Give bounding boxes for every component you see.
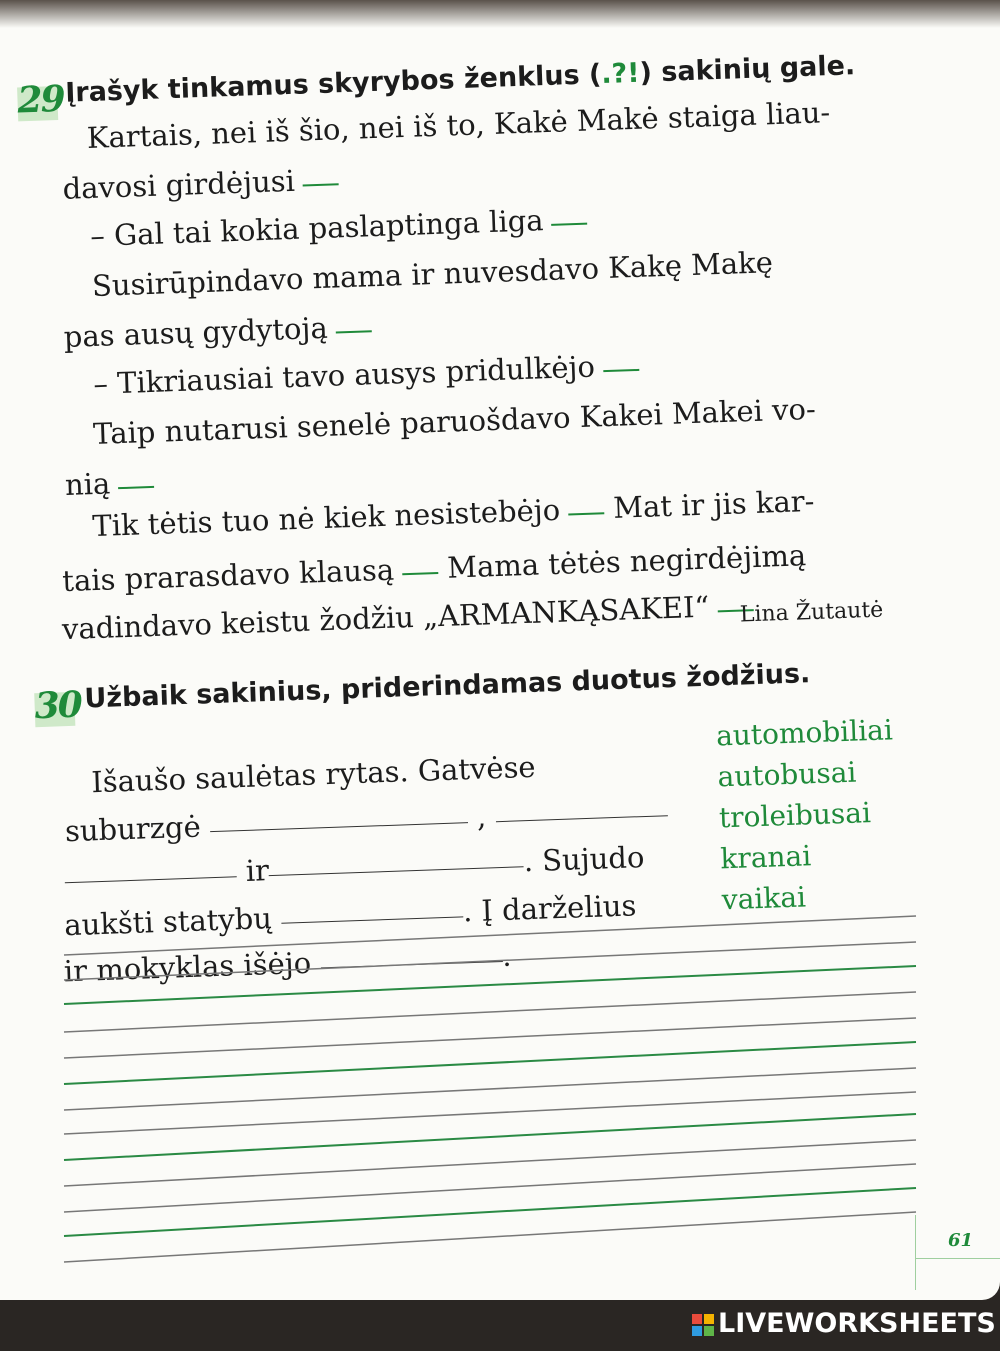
text-line-5-text: pas ausų gydytoją [63, 310, 329, 354]
text-line-9-text: Tik tėtis tuo nė kiek nesistebėjo [91, 492, 561, 544]
word-bank-item: autobusai [716, 755, 857, 794]
ex30-line-1: Išaušo saulėtas rytas. Gatvėse [90, 749, 537, 800]
writing-line [64, 942, 916, 980]
word-bank-item: vaikai [721, 880, 807, 917]
corner-guide-horizontal [915, 1258, 1000, 1259]
liveworksheets-watermark: LIVEWORKSHEETS [718, 1308, 996, 1339]
liveworksheets-logo-icon [692, 1314, 714, 1336]
exercise-29-title-punct: .?! [600, 57, 641, 91]
ir-word: ir [245, 853, 270, 888]
text-line-3-text: – Gal tai kokia paslaptinga liga [89, 203, 545, 253]
sujudo-text: . Sujudo [523, 840, 645, 879]
writing-line [64, 1212, 916, 1262]
writing-line [64, 1188, 916, 1236]
text-line-10-text: tais prarasdavo klausą [61, 552, 395, 599]
word-bank-item: troleibusai [718, 796, 872, 835]
corner-guide-vertical [915, 1215, 916, 1290]
ex30-line-2-text: suburzgė [64, 809, 202, 849]
writing-line [64, 1114, 916, 1160]
text-line-4: Susirūpindavo mama ir nuvesdavo Kakę Makę [91, 245, 774, 303]
text-line-10-text-b: Mama tėtės negirdėjimą [446, 538, 807, 585]
ex30-line-5-text: ir mokyklas išėjo [63, 945, 312, 989]
final-dot: . [501, 938, 512, 974]
text-line-7: Taip nutarusi senelė paruošdavo Kakei Makei vo- [92, 391, 817, 452]
text-line-6-text: – Tikriausiai tavo ausys pridulkėjo [92, 349, 596, 401]
exercise-29-title-a: Įrašyk tinkamus skyrybos ženklus ( [64, 59, 602, 109]
text-line-1: Kartais, nei iš šio, nei iš to, Kakė Makė staiga liau- [86, 95, 831, 156]
text-line-2-text: davosi girdėjusi [62, 163, 296, 206]
author-name: Lina Žutautė [739, 597, 884, 628]
writing-line [64, 1092, 916, 1134]
exercise-30-number: 30 [33, 683, 82, 728]
writing-line [64, 1042, 916, 1084]
writing-line [64, 916, 916, 955]
page-number: 61 [948, 1230, 974, 1251]
text-line-8-text: nią [64, 466, 111, 503]
writing-line [64, 1068, 916, 1110]
word-bank-item: kranai [719, 839, 812, 876]
writing-line [64, 1018, 916, 1058]
writing-line [64, 1164, 916, 1212]
exercise-30-title: Užbaik sakinius, priderindamas duotus žodžius. [83, 658, 811, 715]
text-line-11-text: vadindavo keistu žodžiu „ARMANKĄSAKEI“ [61, 589, 710, 647]
word-bank-item: automobiliai [715, 713, 894, 753]
comma: , [476, 799, 487, 834]
ex30-line-4-text: aukšti statybų [63, 901, 273, 943]
writing-line [64, 1140, 916, 1186]
exercise-29-title-b: ) sakinių gale. [639, 50, 856, 89]
text-line-9-text-b: Mat ir jis kar- [612, 483, 815, 525]
i-darzelius-text: . Į darželius [462, 888, 637, 929]
exercise-29-number: 29 [16, 77, 65, 122]
